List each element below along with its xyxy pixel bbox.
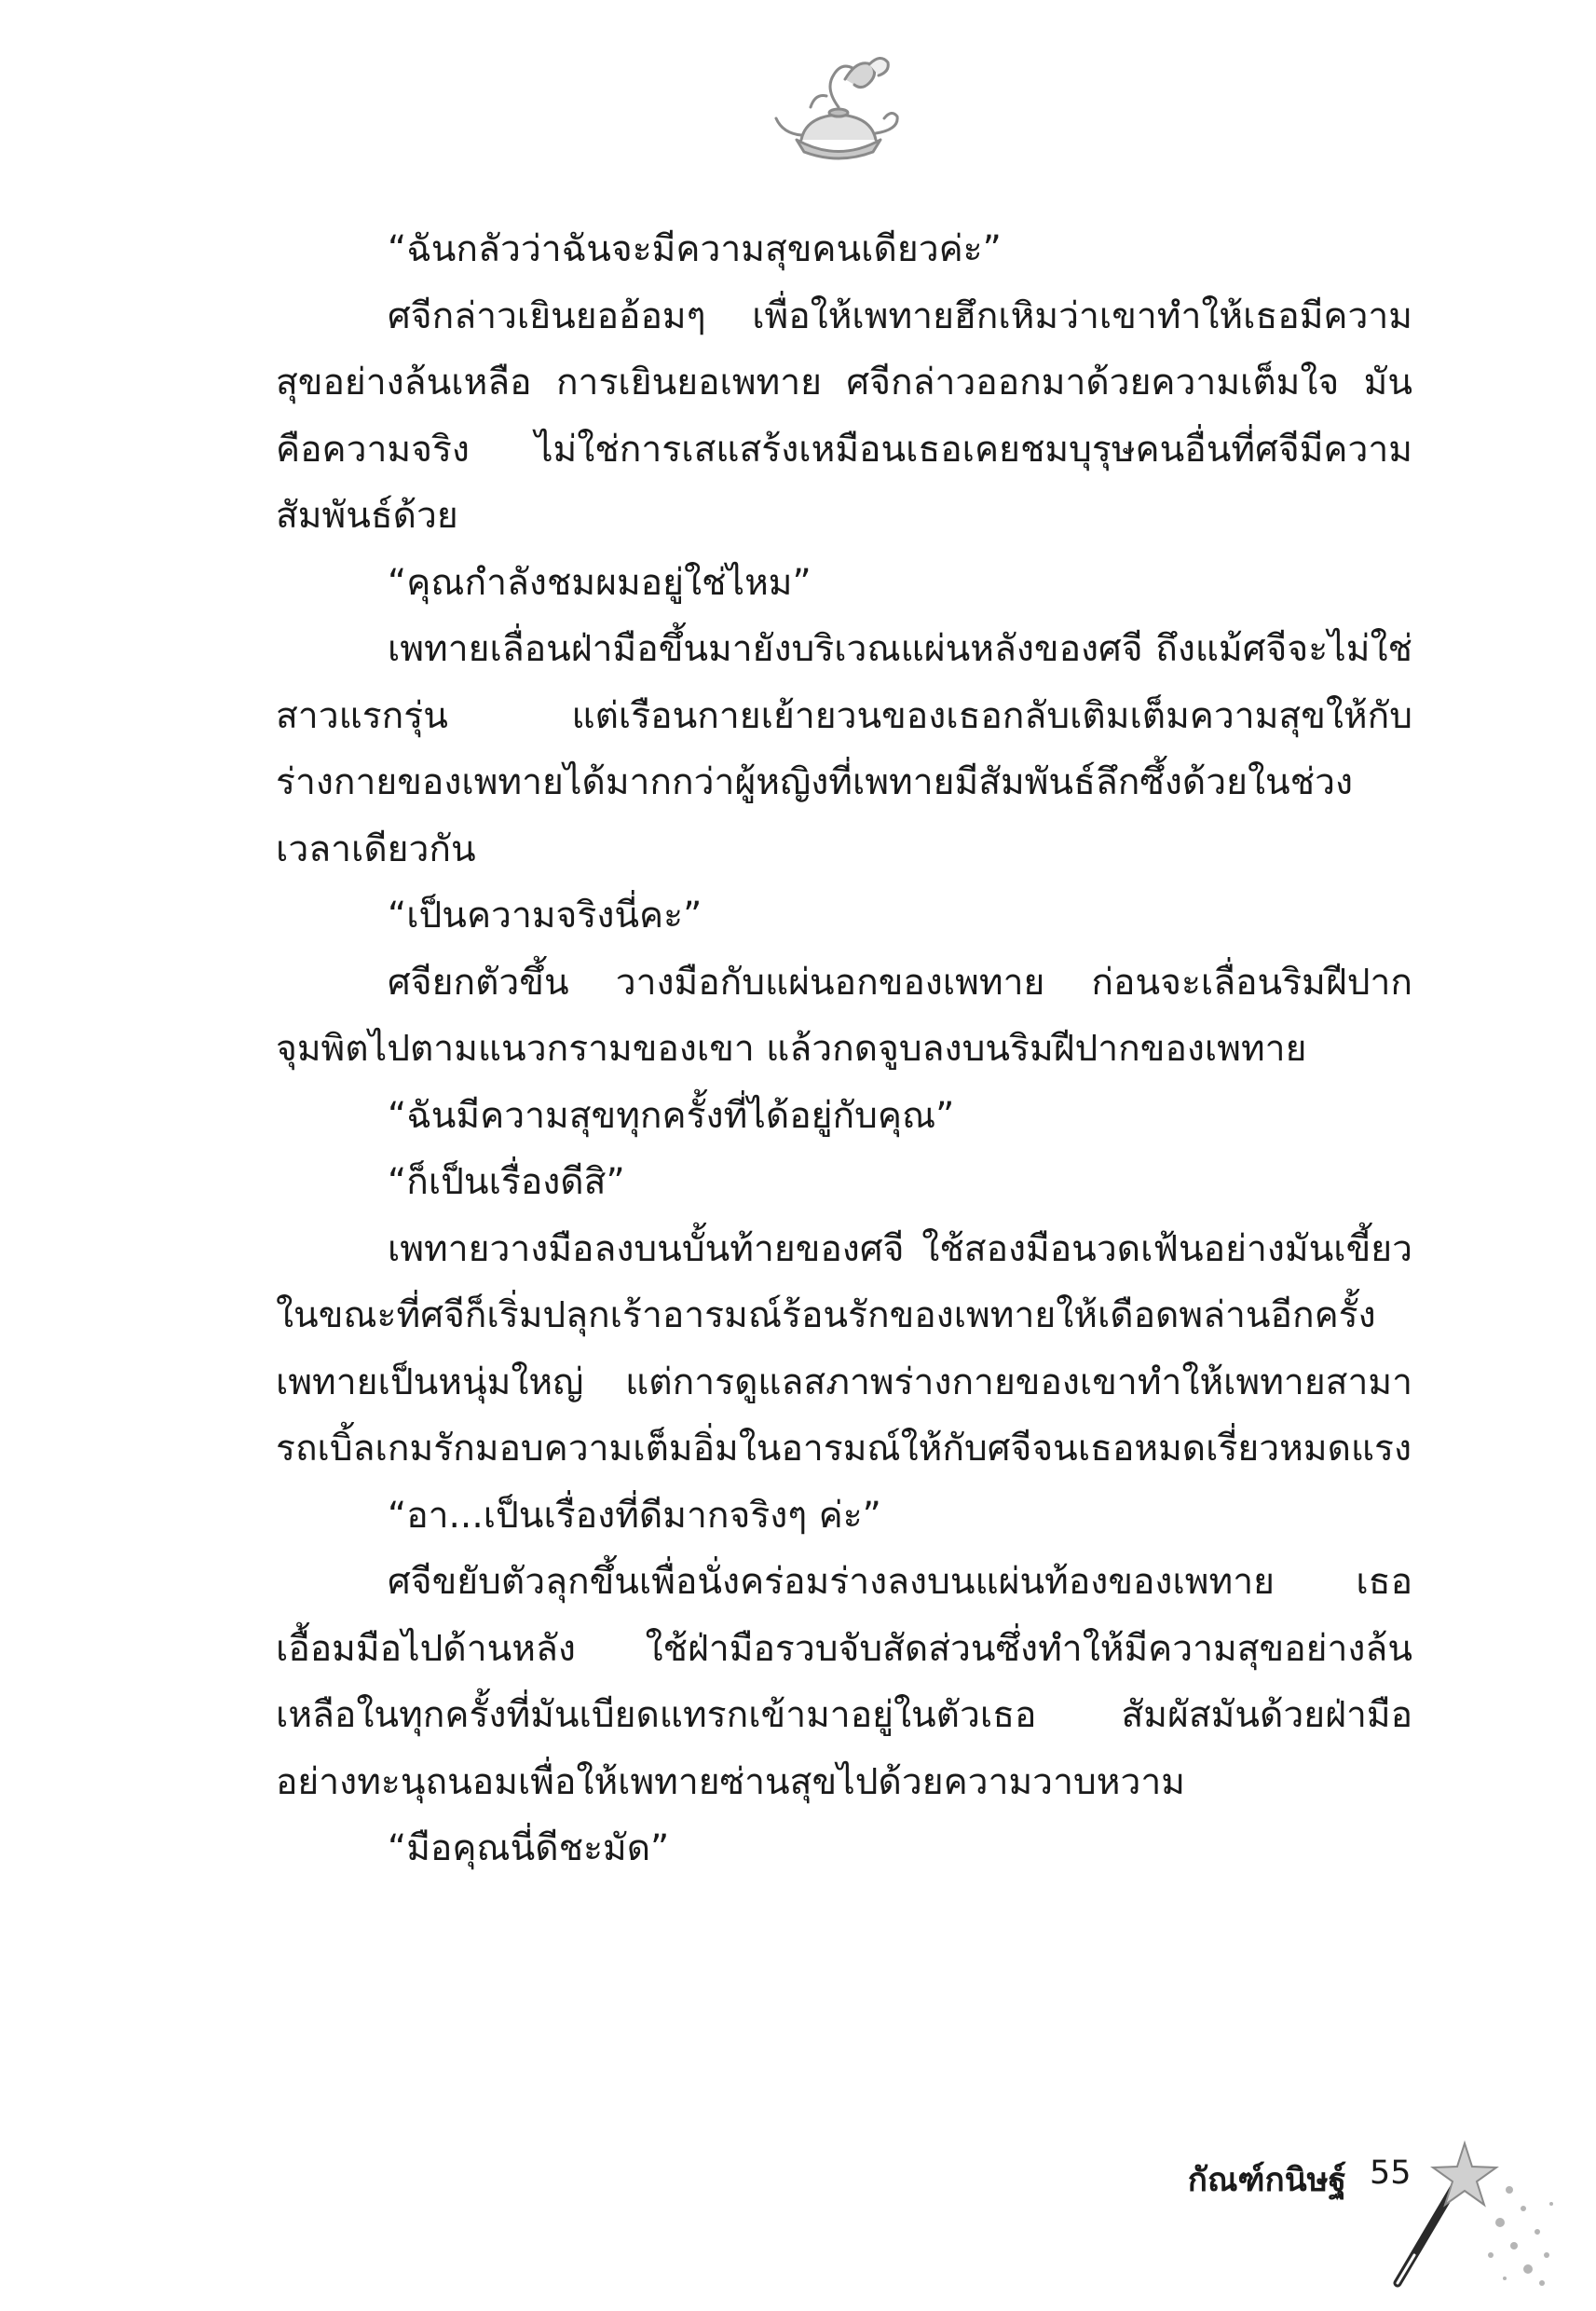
- prose-paragraph: เพทายวางมือลงบนบั้นท้ายของศจี ใช้สองมือนวดเฟ้นอย่างมันเขี้ยว ในขณะที่ศจีก็เริ่มปลุกเร้าอารมณ์ร้อนรักของเพทายให้เดือดพล่านอีกครั้ง เพทายเป็นหนุ่มใหญ่ แต่การดูแลสภาพร่างกายของเขาทำให้เพทายสามารถเบิ้ลเกมรักมอบความเต็มอิ่มในอารมณ์ให้กับศจีจนเธอหมดเรี่ยวหมดแรง: [276, 1227, 1412, 1470]
- dialogue-line: “ก็เป็นเรื่องดีสิ”: [388, 1161, 625, 1203]
- dialogue-line: “อา...เป็นเรื่องที่ดีมากจริงๆ ค่ะ”: [388, 1494, 881, 1537]
- prose-paragraph: ศจีขยับตัวลุกขึ้นเพื่อนั่งคร่อมร่างลงบนแผ่นท้องของเพทาย เธอเอื้อมมือไปด้านหลัง ใช้ฝ่ามือรวบจับสัดส่วนซึ่งทำให้มีความสุขอย่างล้นเหลือในทุกครั้งที่มันเบียดแทรกเข้ามาอยู่ในตัวเธอ สัมผัสมันด้วยฝ่ามืออย่างทะนุถนอมเพื่อให้เพทายซ่านสุขไปด้วยความวาบหวาม: [276, 1561, 1412, 1803]
- genie-lamp-icon: [769, 51, 908, 172]
- dialogue-line: “มือคุณนี่ดีชะมัด”: [388, 1827, 670, 1869]
- prose-paragraph: ศจีกล่าวเยินยออ้อมๆ เพื่อให้เพทายฮึกเหิมว่าเขาทำให้เธอมีความสุขอย่างล้นเหลือ การเยินยอเพทาย ศจีกล่าวออกมาด้วยความเต็มใจ มันคือความจริง ไม่ใช่การเสแสร้งเหมือนเธอเคยชมบุรุษคนอื่นที่ศจีมีความสัมพันธ์ด้วย: [276, 294, 1412, 537]
- prose-paragraph: ศจียกตัวขึ้น วางมือกับแผ่นอกของเพทาย ก่อนจะเลื่อนริมฝีปากจุมพิตไปตามแนวกรามของเขา แล้วกดจูบลงบนริมฝีปากของเพทาย: [276, 961, 1412, 1070]
- dialogue-line: “ฉันกลัวว่าฉันจะมีความสุขคนเดียวค่ะ”: [388, 228, 1002, 270]
- book-title: กัณฑ์กนิษฐ์: [1187, 2161, 1346, 2199]
- dialogue-line: “คุณกำลังชมผมอยู่ใช่ไหม”: [388, 561, 812, 604]
- prose-paragraph: เพทายเลื่อนฝ่ามือขึ้นมายังบริเวณแผ่นหลังของศจี ถึงแม้ศจีจะไม่ใช่สาวแรกรุ่น แต่เรือนกายเย้ายวนของเธอกลับเติมเต็มความสุขให้กับร่างกายของเพทายได้มากกว่าผู้หญิงที่เพทายมีสัมพันธ์ลึกซึ้งด้วยในช่วงเวลาเดียวกัน: [276, 628, 1412, 870]
- dialogue-line: “ฉันมีความสุขทุกครั้งที่ได้อยู่กับคุณ”: [388, 1094, 955, 1137]
- dialogue-line: “เป็นความจริงนี่คะ”: [388, 895, 703, 937]
- page-number: 55: [1370, 2154, 1412, 2192]
- magic-wand-icon: [1379, 2115, 1565, 2302]
- story-body: [276, 216, 1412, 1882]
